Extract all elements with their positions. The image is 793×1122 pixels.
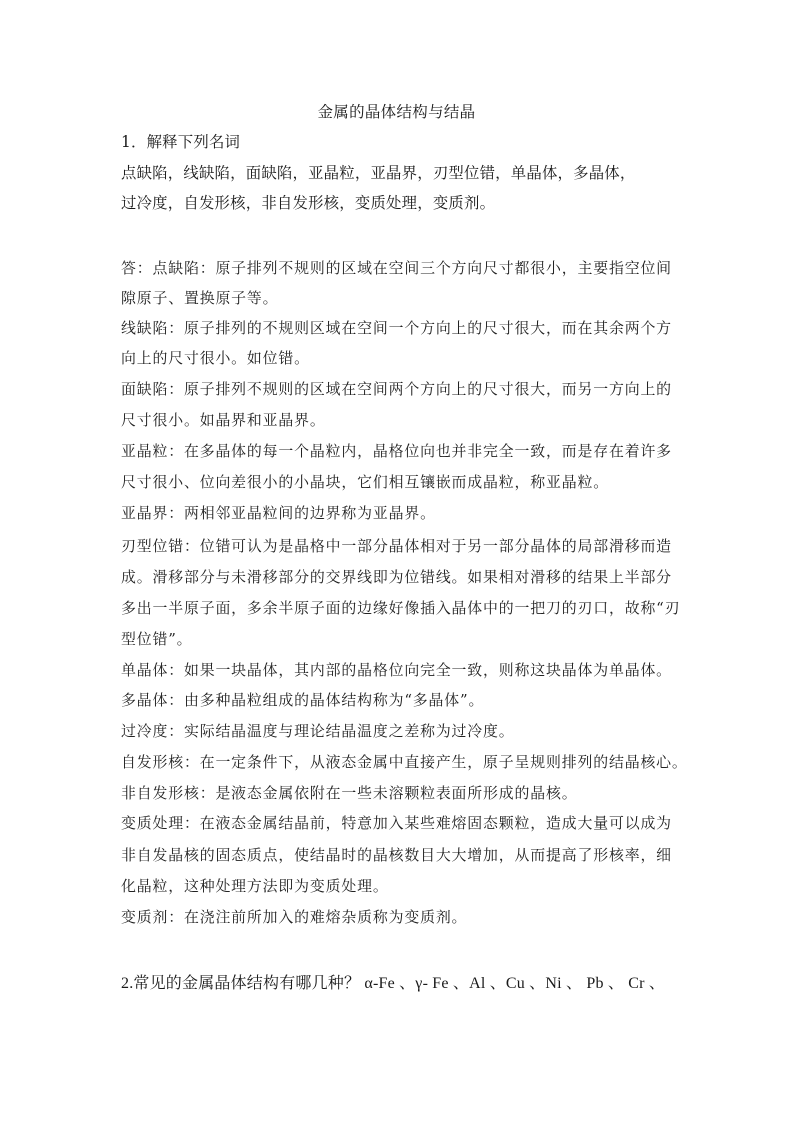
answer-line: 变质剂：在浇注前所加入的难熔杂质称为变质剂。 [121, 908, 468, 926]
answer-line: 线缺陷：原子排列的不规则区域在空间一个方向上的尺寸很大，而在其余两个方 [121, 319, 672, 337]
answer-line: 刃型位错：位错可认为是晶格中一部分晶体相对于另一部分晶体的局部滑移而造 [121, 537, 672, 555]
answer-line: 过冷度：实际结晶温度与理论结晶温度之差称为过冷度。 [121, 722, 515, 740]
answer-line: 隙原子、置换原子等。 [121, 289, 279, 307]
answer-line: 尺寸很小。如晶界和亚晶界。 [121, 411, 326, 429]
answer-line: 型位错”。 [121, 630, 193, 648]
answer-line: 向上的尺寸很小。如位错。 [121, 349, 310, 367]
answer-line: 尺寸很小、位向差很小的小晶块，它们相互镶嵌而成晶粒，称亚晶粒。 [121, 473, 609, 491]
answer-line: 面缺陷：原子排列不规则的区域在空间两个方向上的尺寸很大，而另一方向上的 [121, 380, 672, 398]
answer-line: 变质处理：在液态金属结晶前，特意加入某些难熔固态颗粒，造成大量可以成为 [121, 814, 672, 832]
answer-line: 非自发形核：是液态金属依附在一些未溶颗粒表面所形成的晶核。 [121, 784, 578, 802]
answer-line: 自发形核：在一定条件下，从液态金属中直接产生，原子呈规则排列的结晶核心。 [121, 753, 688, 771]
answer-line: 答：点缺陷：原子排列不规则的区域在空间三个方向尺寸都很小，主要指空位间 [121, 259, 672, 277]
question-2-text: 2.常见的金属晶体结构有哪几种？ α-Fe 、γ- Fe 、Al 、Cu 、Ni 、 Pb 、 Cr 、 [121, 975, 666, 992]
question-1-terms-line: 点缺陷，线缺陷，面缺陷，亚晶粒，亚晶界，刃型位错，单晶体，多晶体， [121, 164, 636, 182]
answer-line: 化晶粒，这种处理方法即为变质处理。 [121, 877, 389, 895]
answer-line: 多晶体：由多种晶粒组成的晶体结构称为“多晶体”。 [121, 691, 485, 709]
answer-line: 单晶体：如果一块晶体，其内部的晶格位向完全一致，则称这块晶体为单晶体。 [121, 661, 672, 679]
question-1-terms-line: 过冷度，自发形核，非自发形核，变质处理，变质剂。 [121, 194, 496, 212]
answer-line: 亚晶粒：在多晶体的每一个晶粒内，晶格位向也并非完全一致，而是存在着许多 [121, 442, 672, 460]
answer-line: 非自发晶核的固态质点，使结晶时的晶核数目大大增加，从而提高了形核率，细 [121, 846, 672, 864]
answer-line: 多出一半原子面，多余半原子面的边缘好像插入晶体中的一把刀的刃口，故称“刃 [121, 599, 681, 617]
answer-line: 成。滑移部分与未滑移部分的交界线即为位错线。如果相对滑移的结果上半部分 [121, 568, 672, 586]
question-1-heading: 1．解释下列名词 [121, 133, 241, 151]
answer-line: 亚晶界：两相邻亚晶粒间的边界称为亚晶界。 [121, 504, 436, 522]
document-title: 金属的晶体结构与结晶 [317, 103, 476, 121]
